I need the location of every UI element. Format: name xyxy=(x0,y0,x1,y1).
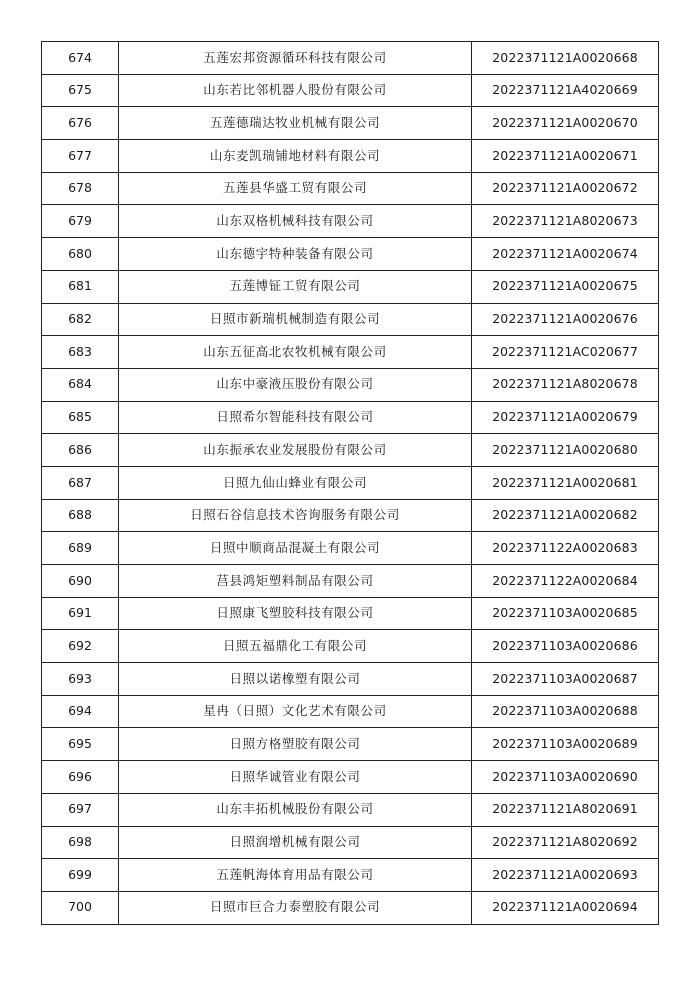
table-row xyxy=(42,793,659,826)
company-registry-table xyxy=(41,41,659,925)
registration-code-cell: 2022371121A8020673 xyxy=(472,205,659,238)
row-number-cell: 700 xyxy=(42,891,119,924)
registration-code-cell: 2022371121A0020676 xyxy=(472,303,659,336)
registration-code-cell: 2022371121A8020678 xyxy=(472,368,659,401)
registration-code-cell: 2022371121A4020669 xyxy=(472,74,659,107)
row-number-cell: 693 xyxy=(42,663,119,696)
registration-code-cell: 2022371121A0020693 xyxy=(472,859,659,892)
company-name-cell: 日照润增机械有限公司 xyxy=(119,826,472,859)
table-row xyxy=(42,107,659,140)
table-row xyxy=(42,499,659,532)
table-row xyxy=(42,565,659,598)
row-number-cell: 691 xyxy=(42,597,119,630)
company-name-cell: 山东双格机械科技有限公司 xyxy=(119,205,472,238)
company-name-cell: 山东中豪液压股份有限公司 xyxy=(119,368,472,401)
registration-code-cell: 2022371121A0020694 xyxy=(472,891,659,924)
row-number-cell: 696 xyxy=(42,761,119,794)
table-row xyxy=(42,42,659,75)
registration-code-cell: 2022371103A0020687 xyxy=(472,663,659,696)
company-name-cell: 五莲帆海体育用品有限公司 xyxy=(119,859,472,892)
registration-code-cell: 2022371121A0020670 xyxy=(472,107,659,140)
row-number-cell: 692 xyxy=(42,630,119,663)
table-row xyxy=(42,74,659,107)
company-name-cell: 五莲德瑞达牧业机械有限公司 xyxy=(119,107,472,140)
table-row xyxy=(42,172,659,205)
company-name-cell: 日照市新瑞机械制造有限公司 xyxy=(119,303,472,336)
row-number-cell: 676 xyxy=(42,107,119,140)
company-name-cell: 山东振承农业发展股份有限公司 xyxy=(119,434,472,467)
registration-code-cell: 2022371122A0020683 xyxy=(472,532,659,565)
row-number-cell: 697 xyxy=(42,793,119,826)
company-name-cell: 五莲宏邦资源循环科技有限公司 xyxy=(119,42,472,75)
registration-code-cell: 2022371121A8020691 xyxy=(472,793,659,826)
table-row xyxy=(42,466,659,499)
registration-code-cell: 2022371121A0020682 xyxy=(472,499,659,532)
row-number-cell: 677 xyxy=(42,140,119,173)
registration-code-cell: 2022371103A0020686 xyxy=(472,630,659,663)
row-number-cell: 682 xyxy=(42,303,119,336)
registration-code-cell: 2022371121A0020680 xyxy=(472,434,659,467)
company-name-cell: 星冉（日照）文化艺术有限公司 xyxy=(119,695,472,728)
company-name-cell: 五莲博钲工贸有限公司 xyxy=(119,270,472,303)
table-row xyxy=(42,303,659,336)
row-number-cell: 699 xyxy=(42,859,119,892)
table-row xyxy=(42,695,659,728)
registration-code-cell: 2022371121A0020675 xyxy=(472,270,659,303)
row-number-cell: 694 xyxy=(42,695,119,728)
registration-code-cell: 2022371103A0020689 xyxy=(472,728,659,761)
row-number-cell: 685 xyxy=(42,401,119,434)
company-name-cell: 日照方格塑胶有限公司 xyxy=(119,728,472,761)
registration-code-cell: 2022371103A0020688 xyxy=(472,695,659,728)
table-row xyxy=(42,597,659,630)
table-row xyxy=(42,859,659,892)
company-name-cell: 日照希尔智能科技有限公司 xyxy=(119,401,472,434)
row-number-cell: 684 xyxy=(42,368,119,401)
table-body xyxy=(42,42,659,925)
registration-code-cell: 2022371122A0020684 xyxy=(472,565,659,598)
table-row xyxy=(42,336,659,369)
registration-code-cell: 2022371121AC020677 xyxy=(472,336,659,369)
registration-code-cell: 2022371103A0020685 xyxy=(472,597,659,630)
registration-code-cell: 2022371103A0020690 xyxy=(472,761,659,794)
row-number-cell: 690 xyxy=(42,565,119,598)
row-number-cell: 698 xyxy=(42,826,119,859)
company-name-cell: 日照中顺商品混凝土有限公司 xyxy=(119,532,472,565)
registration-code-cell: 2022371121A0020668 xyxy=(472,42,659,75)
row-number-cell: 695 xyxy=(42,728,119,761)
company-name-cell: 日照五福鼎化工有限公司 xyxy=(119,630,472,663)
row-number-cell: 687 xyxy=(42,466,119,499)
company-name-cell: 日照石谷信息技术咨询服务有限公司 xyxy=(119,499,472,532)
row-number-cell: 674 xyxy=(42,42,119,75)
company-name-cell: 山东若比邻机器人股份有限公司 xyxy=(119,74,472,107)
company-name-cell: 山东德宇特种装备有限公司 xyxy=(119,238,472,271)
company-name-cell: 日照市巨合力泰塑胶有限公司 xyxy=(119,891,472,924)
row-number-cell: 679 xyxy=(42,205,119,238)
row-number-cell: 675 xyxy=(42,74,119,107)
registration-code-cell: 2022371121A0020681 xyxy=(472,466,659,499)
table-row xyxy=(42,401,659,434)
table-row xyxy=(42,238,659,271)
company-name-cell: 山东麦凯瑞铺地材料有限公司 xyxy=(119,140,472,173)
row-number-cell: 678 xyxy=(42,172,119,205)
registration-code-cell: 2022371121A0020672 xyxy=(472,172,659,205)
company-name-cell: 日照以诺橡塑有限公司 xyxy=(119,663,472,696)
registration-code-cell: 2022371121A0020671 xyxy=(472,140,659,173)
company-name-cell: 日照康飞塑胶科技有限公司 xyxy=(119,597,472,630)
table-row xyxy=(42,728,659,761)
table-row xyxy=(42,663,659,696)
row-number-cell: 688 xyxy=(42,499,119,532)
table-row xyxy=(42,891,659,924)
row-number-cell: 686 xyxy=(42,434,119,467)
company-name-cell: 山东丰拓机械股份有限公司 xyxy=(119,793,472,826)
company-name-cell: 日照华诚管业有限公司 xyxy=(119,761,472,794)
company-name-cell: 山东五征高北农牧机械有限公司 xyxy=(119,336,472,369)
table-row xyxy=(42,205,659,238)
company-name-cell: 五莲县华盛工贸有限公司 xyxy=(119,172,472,205)
table-row xyxy=(42,368,659,401)
table-row xyxy=(42,532,659,565)
row-number-cell: 681 xyxy=(42,270,119,303)
table-row xyxy=(42,140,659,173)
registration-code-cell: 2022371121A0020674 xyxy=(472,238,659,271)
table-row xyxy=(42,630,659,663)
table-row xyxy=(42,270,659,303)
row-number-cell: 683 xyxy=(42,336,119,369)
company-name-cell: 莒县鸿矩塑料制品有限公司 xyxy=(119,565,472,598)
registration-code-cell: 2022371121A0020679 xyxy=(472,401,659,434)
registration-code-cell: 2022371121A8020692 xyxy=(472,826,659,859)
table-row xyxy=(42,761,659,794)
table-row xyxy=(42,434,659,467)
company-name-cell: 日照九仙山蜂业有限公司 xyxy=(119,466,472,499)
table-row xyxy=(42,826,659,859)
row-number-cell: 680 xyxy=(42,238,119,271)
row-number-cell: 689 xyxy=(42,532,119,565)
